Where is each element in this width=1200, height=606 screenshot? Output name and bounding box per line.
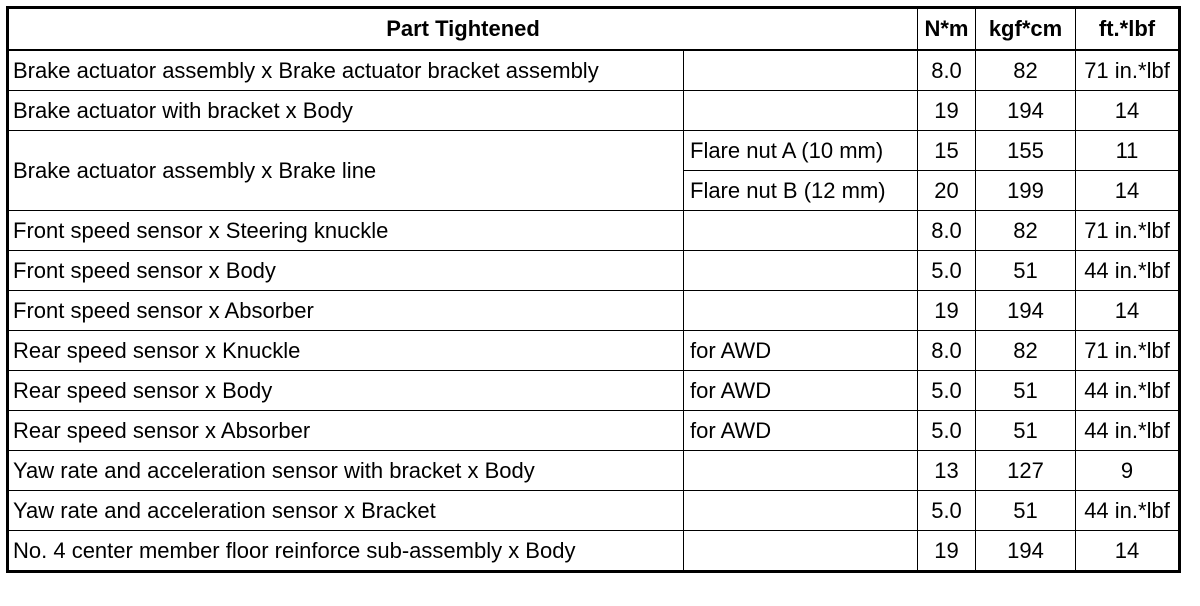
- ft-cell: 71 in.*lbf: [1076, 211, 1180, 251]
- table-row: [8, 211, 1180, 251]
- kgf-cell: 155: [976, 131, 1076, 171]
- note-cell: for AWD: [684, 411, 918, 451]
- note-cell: [684, 491, 918, 531]
- ft-cell: 44 in.*lbf: [1076, 411, 1180, 451]
- nm-cell: 13: [918, 451, 976, 491]
- part-cell: Rear speed sensor x Knuckle: [8, 331, 684, 371]
- table-row: [8, 291, 1180, 331]
- nm-cell: 19: [918, 291, 976, 331]
- table-row: [8, 491, 1180, 531]
- header-row: [8, 8, 1180, 51]
- note-cell: for AWD: [684, 331, 918, 371]
- kgf-cell: 51: [976, 411, 1076, 451]
- nm-cell: 5.0: [918, 251, 976, 291]
- kgf-cell: 51: [976, 491, 1076, 531]
- part-cell: Front speed sensor x Absorber: [8, 291, 684, 331]
- table-row: [8, 251, 1180, 291]
- note-cell: Flare nut A (10 mm): [684, 131, 918, 171]
- note-cell: [684, 211, 918, 251]
- note-cell: [684, 531, 918, 572]
- nm-cell: 8.0: [918, 50, 976, 91]
- table-row: [8, 331, 1180, 371]
- part-cell: Front speed sensor x Steering knuckle: [8, 211, 684, 251]
- ft-cell: 14: [1076, 171, 1180, 211]
- nm-cell: 20: [918, 171, 976, 211]
- ft-cell: 44 in.*lbf: [1076, 491, 1180, 531]
- ft-cell: 14: [1076, 531, 1180, 572]
- note-cell: [684, 50, 918, 91]
- kgf-cell: 51: [976, 251, 1076, 291]
- nm-cell: 5.0: [918, 491, 976, 531]
- kgf-cell: 82: [976, 331, 1076, 371]
- kgf-cell: 199: [976, 171, 1076, 211]
- kgf-cell: 82: [976, 50, 1076, 91]
- table-row: [8, 531, 1180, 572]
- part-cell: Brake actuator assembly x Brake line: [8, 131, 684, 211]
- nm-cell: 8.0: [918, 331, 976, 371]
- table-row: [8, 50, 1180, 91]
- nm-cell: 5.0: [918, 371, 976, 411]
- ft-cell: 71 in.*lbf: [1076, 50, 1180, 91]
- kgf-cell: 82: [976, 211, 1076, 251]
- part-cell: Rear speed sensor x Body: [8, 371, 684, 411]
- kgf-cell: 127: [976, 451, 1076, 491]
- table-row: [8, 451, 1180, 491]
- note-cell: [684, 251, 918, 291]
- note-cell: Flare nut B (12 mm): [684, 171, 918, 211]
- ft-cell: 14: [1076, 91, 1180, 131]
- header-ft-lbf: ft.*lbf: [1076, 8, 1180, 51]
- table-row: [8, 371, 1180, 411]
- note-cell: for AWD: [684, 371, 918, 411]
- nm-cell: 8.0: [918, 211, 976, 251]
- note-cell: [684, 451, 918, 491]
- kgf-cell: 194: [976, 91, 1076, 131]
- ft-cell: 11: [1076, 131, 1180, 171]
- header-nm: N*m: [918, 8, 976, 51]
- part-cell: Yaw rate and acceleration sensor x Bracket: [8, 491, 684, 531]
- note-cell: [684, 91, 918, 131]
- ft-cell: 14: [1076, 291, 1180, 331]
- part-cell: Brake actuator assembly x Brake actuator bracket assembly: [8, 50, 684, 91]
- ft-cell: 71 in.*lbf: [1076, 331, 1180, 371]
- header-kgf-cm: kgf*cm: [976, 8, 1076, 51]
- part-cell: Front speed sensor x Body: [8, 251, 684, 291]
- torque-specification-table: [6, 6, 1181, 573]
- part-cell: Brake actuator with bracket x Body: [8, 91, 684, 131]
- kgf-cell: 194: [976, 291, 1076, 331]
- part-cell: Rear speed sensor x Absorber: [8, 411, 684, 451]
- table-row: [8, 131, 1180, 171]
- header-part-tightened: Part Tightened: [8, 8, 918, 51]
- note-cell: [684, 291, 918, 331]
- nm-cell: 19: [918, 91, 976, 131]
- kgf-cell: 194: [976, 531, 1076, 572]
- table-row: [8, 411, 1180, 451]
- ft-cell: 44 in.*lbf: [1076, 251, 1180, 291]
- nm-cell: 19: [918, 531, 976, 572]
- ft-cell: 44 in.*lbf: [1076, 371, 1180, 411]
- part-cell: No. 4 center member floor reinforce sub-assembly x Body: [8, 531, 684, 572]
- kgf-cell: 51: [976, 371, 1076, 411]
- nm-cell: 15: [918, 131, 976, 171]
- ft-cell: 9: [1076, 451, 1180, 491]
- torque-table-container: [6, 6, 1181, 573]
- nm-cell: 5.0: [918, 411, 976, 451]
- table-row: [8, 91, 1180, 131]
- part-cell: Yaw rate and acceleration sensor with bracket x Body: [8, 451, 684, 491]
